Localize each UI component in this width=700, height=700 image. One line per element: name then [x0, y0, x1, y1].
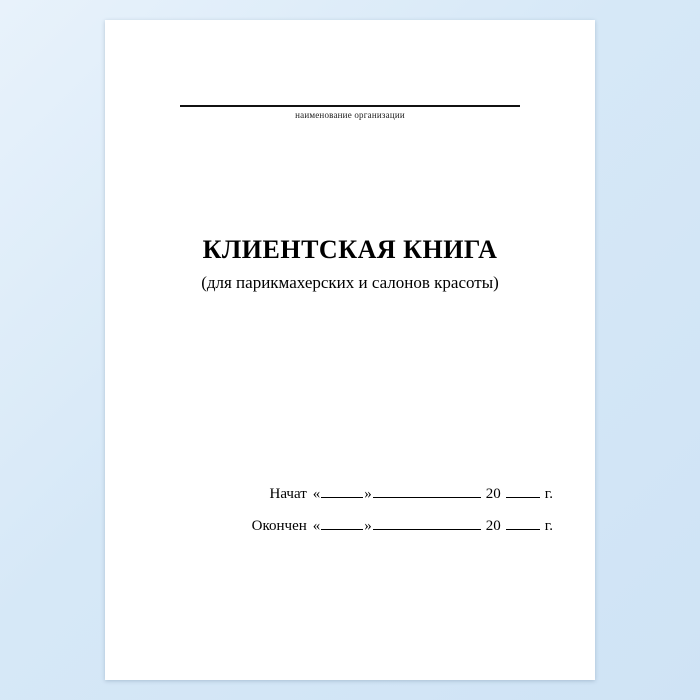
finished-year-suffix: г.: [544, 518, 553, 534]
finished-day-blank[interactable]: [321, 517, 363, 530]
title-block: [105, 235, 595, 293]
finished-year-blank[interactable]: [506, 517, 540, 530]
finished-date-row: [105, 517, 595, 535]
organization-name-field[interactable]: [180, 105, 520, 120]
finished-month-blank[interactable]: [373, 517, 481, 530]
finished-quote-open: «: [312, 518, 321, 534]
organization-name-rule: [180, 105, 520, 107]
started-quote-open: «: [312, 486, 321, 502]
finished-year-prefix: 20: [485, 518, 501, 534]
finished-label: Окончен: [251, 518, 307, 534]
dates-block: [105, 485, 595, 549]
started-year-suffix: г.: [544, 486, 553, 502]
document-subtitle: (для парикмахерских и салонов красоты): [201, 272, 499, 292]
started-year-prefix: 20: [485, 486, 501, 502]
started-day-blank[interactable]: [321, 485, 363, 498]
organization-name-caption: наименование организации: [295, 110, 405, 120]
started-date-row: [105, 485, 595, 503]
finished-quote-close: »: [364, 518, 372, 534]
started-quote-close: »: [364, 486, 372, 502]
document-title: КЛИЕНТСКАЯ КНИГА: [202, 235, 498, 264]
started-label: Начат: [269, 486, 307, 502]
started-month-blank[interactable]: [373, 485, 481, 498]
document-sheet: [105, 20, 595, 680]
started-year-blank[interactable]: [506, 485, 540, 498]
